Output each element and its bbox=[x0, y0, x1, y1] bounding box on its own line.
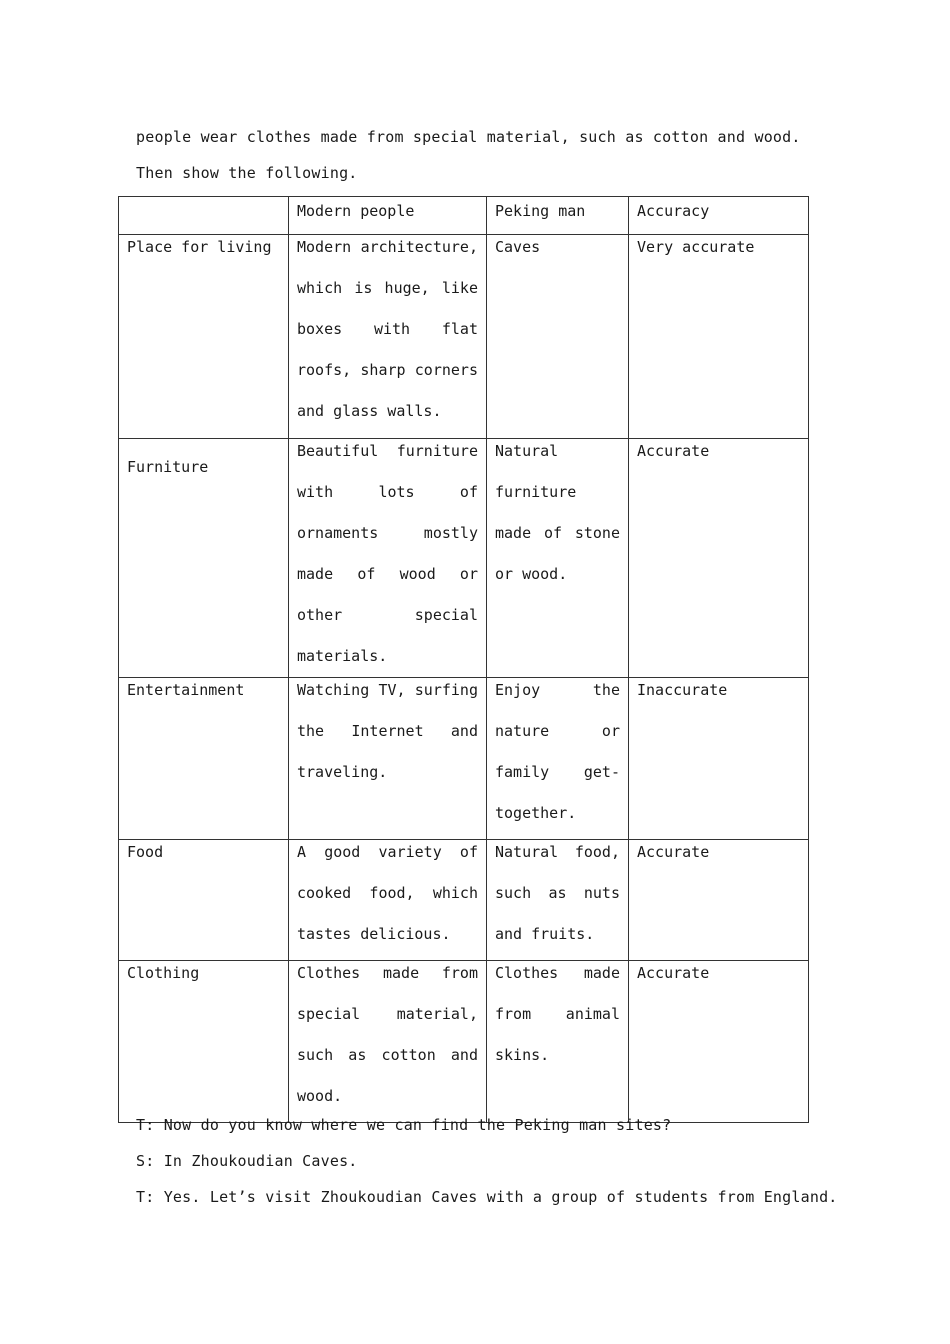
row-peking: Caves bbox=[487, 235, 629, 439]
table-row bbox=[119, 235, 809, 439]
row-modern: Beautiful furniture with lots of ornaments mostly made of wood or other special materials. bbox=[289, 439, 487, 678]
table-header-modern: Modern people bbox=[289, 197, 487, 235]
row-accuracy: Accurate bbox=[629, 439, 809, 678]
row-peking: Enjoy the nature or family get-together. bbox=[487, 678, 629, 840]
row-modern: Modern architecture, which is huge, like boxes with flat roofs, sharp corners and glass walls. bbox=[289, 235, 487, 439]
table-row bbox=[119, 840, 809, 961]
row-category: Entertainment bbox=[119, 678, 289, 840]
table-row bbox=[119, 439, 809, 678]
row-accuracy: Very accurate bbox=[629, 235, 809, 439]
intro-line-1: people wear clothes made from special material, such as cotton and wood. bbox=[136, 128, 801, 146]
row-modern: Watching TV, surfing the Internet and traveling. bbox=[289, 678, 487, 840]
table-header-peking: Peking man bbox=[487, 197, 629, 235]
intro-line-2: Then show the following. bbox=[136, 164, 358, 182]
comparison-table bbox=[118, 196, 809, 1123]
row-accuracy: Accurate bbox=[629, 840, 809, 961]
row-category: Furniture bbox=[119, 439, 289, 678]
row-modern: A good variety of cooked food, which tastes delicious. bbox=[289, 840, 487, 961]
table-header-accuracy: Accuracy bbox=[629, 197, 809, 235]
row-category: Place for living bbox=[119, 235, 289, 439]
dialogue-line-1: T: Now do you know where we can find the Peking man sites? bbox=[136, 1116, 672, 1134]
row-peking: Natural furniture made of stone or wood. bbox=[487, 439, 629, 678]
row-peking: Natural food, such as nuts and fruits. bbox=[487, 840, 629, 961]
row-accuracy: Accurate bbox=[629, 961, 809, 1123]
row-peking: Clothes made from animal skins. bbox=[487, 961, 629, 1123]
table-row bbox=[119, 961, 809, 1123]
dialogue-line-2: S: In Zhoukoudian Caves. bbox=[136, 1152, 358, 1170]
table-row bbox=[119, 678, 809, 840]
row-category: Food bbox=[119, 840, 289, 961]
dialogue-line-3: T: Yes. Let’s visit Zhoukoudian Caves with a group of students from England. bbox=[136, 1188, 838, 1206]
row-modern: Clothes made from special material, such as cotton and wood. bbox=[289, 961, 487, 1123]
row-accuracy: Inaccurate bbox=[629, 678, 809, 840]
row-category: Clothing bbox=[119, 961, 289, 1123]
